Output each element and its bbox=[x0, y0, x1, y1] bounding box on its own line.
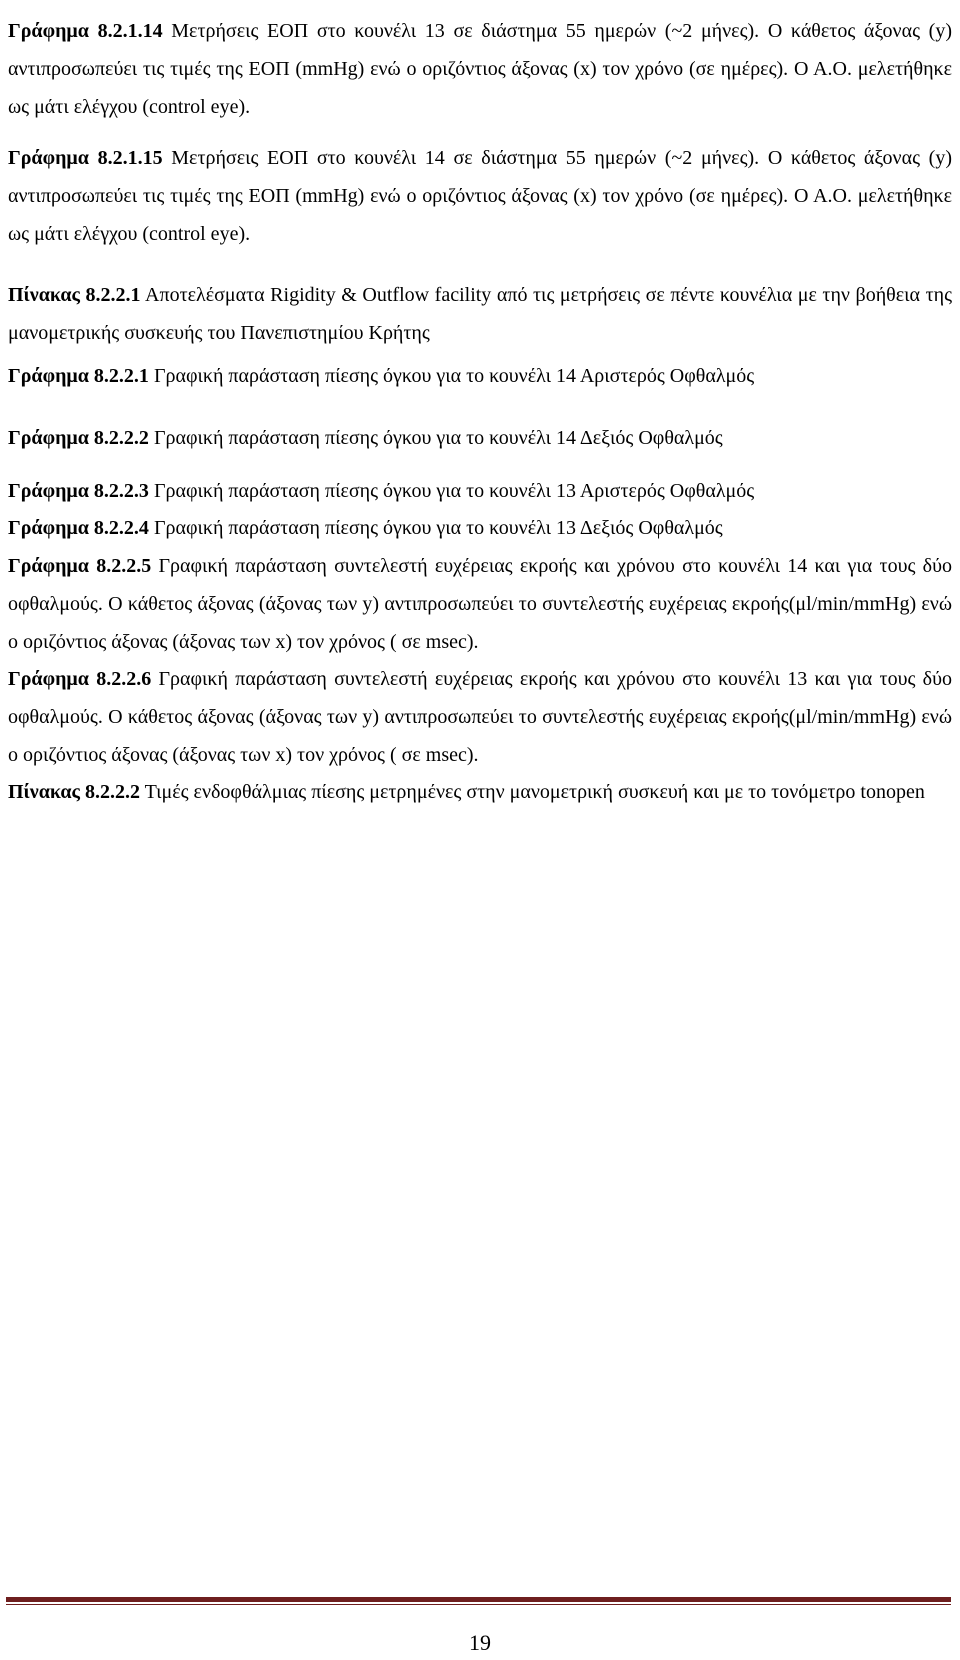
caption-label: Γράφημα 8.2.2.2 bbox=[8, 427, 149, 449]
caption-text: Γραφική παράσταση πίεσης όγκου για το κουνέλι 14 Δεξιός Οφθαλμός bbox=[148, 427, 723, 449]
figure-caption-8-2-2-3 bbox=[8, 472, 952, 510]
caption-label: Γράφημα 8.2.1.15 bbox=[8, 147, 163, 169]
footer-rule-thin bbox=[6, 1604, 951, 1605]
figure-caption-8-2-1-14 bbox=[8, 12, 952, 126]
caption-label: Γράφημα 8.2.2.4 bbox=[8, 517, 149, 539]
caption-text: Τιμές ενδοφθάλμιας πίεσης μετρημένες στην μανομετρική συσκευή και με το τονόμετρο tonopen bbox=[139, 781, 925, 803]
caption-text: Γραφική παράσταση συντελεστή ευχέρειας εκροής και χρόνου στο κουνέλι 13 και για τους δύο οφθαλμούς. Ο κάθετος άξονας (άξονας των y) αντιπροσωπεύει το συντελεστής ευχέρειας εκροής(μl/min/mmHg) ενώ ο οριζόντιος άξονας (άξονας των x) τον χρόνος ( σε msec). bbox=[8, 668, 952, 766]
figure-caption-8-2-2-4 bbox=[8, 509, 952, 547]
figure-caption-8-2-2-2 bbox=[8, 419, 952, 457]
caption-label: Πίνακας 8.2.2.1 bbox=[8, 284, 141, 306]
caption-label: Γράφημα 8.2.2.1 bbox=[8, 365, 149, 387]
figure-caption-8-2-2-1 bbox=[8, 357, 952, 395]
caption-text: Γραφική παράσταση συντελεστή ευχέρειας εκροής και χρόνου στο κουνέλι 14 και για τους δύο οφθαλμούς. Ο κάθετος άξονας (άξονας των y) αντιπροσωπεύει το συντελεστής ευχέρειας εκροής(μl/min/mmHg) ενώ ο οριζόντιος άξονας (άξονας των x) τον χρόνος ( σε msec). bbox=[8, 555, 952, 653]
figure-caption-8-2-1-15 bbox=[8, 139, 952, 253]
figure-caption-8-2-2-6 bbox=[8, 660, 952, 774]
table-caption-8-2-2-1 bbox=[8, 276, 952, 352]
figure-caption-8-2-2-5 bbox=[8, 547, 952, 661]
footer-rule-thick bbox=[6, 1597, 951, 1602]
caption-text: Γραφική παράσταση πίεσης όγκου για το κουνέλι 14 Αριστερός Οφθαλμός bbox=[148, 365, 755, 387]
table-caption-8-2-2-2 bbox=[8, 773, 952, 811]
caption-text: Μετρήσεις ΕΟΠ στο κουνέλι 13 σε διάστημα 55 ημερών (~2 μήνες). Ο κάθετος άξονας (y) αντιπροσωπεύει τις τιμές της ΕΟΠ (mmHg) ενώ ο οριζόντιος άξονας (x) τον χρόνο (σε ημέρες). Ο Α.Ο. μελετήθηκε ως μάτι ελέγχου (control eye). bbox=[8, 20, 952, 118]
caption-text: Γραφική παράσταση πίεσης όγκου για το κουνέλι 13 Δεξιός Οφθαλμός bbox=[148, 517, 723, 539]
caption-label: Γράφημα 8.2.2.3 bbox=[8, 480, 149, 502]
page-number: 19 bbox=[469, 1630, 491, 1655]
caption-label: Γράφημα 8.2.2.6 bbox=[8, 668, 152, 690]
caption-text: Μετρήσεις ΕΟΠ στο κουνέλι 14 σε διάστημα 55 ημερών (~2 μήνες). Ο κάθετος άξονας (y) αντιπροσωπεύει τις τιμές της ΕΟΠ (mmHg) ενώ ο οριζόντιος άξονας (x) τον χρόνο (σε ημέρες). Ο Α.Ο. μελετήθηκε ως μάτι ελέγχου (control eye). bbox=[8, 147, 952, 245]
caption-label: Γράφημα 8.2.2.5 bbox=[8, 555, 152, 577]
caption-text: Αποτελέσματα Rigidity & Outflow facility από τις μετρήσεις σε πέντε κουνέλια με την βοήθεια της μανομετρικής συσκευής του Πανεπιστημίου Κρήτης bbox=[8, 284, 952, 344]
caption-text: Γραφική παράσταση πίεσης όγκου για το κουνέλι 13 Αριστερός Οφθαλμός bbox=[148, 480, 755, 502]
caption-label: Πίνακας 8.2.2.2 bbox=[8, 781, 140, 803]
caption-label: Γράφημα 8.2.1.14 bbox=[8, 20, 163, 42]
